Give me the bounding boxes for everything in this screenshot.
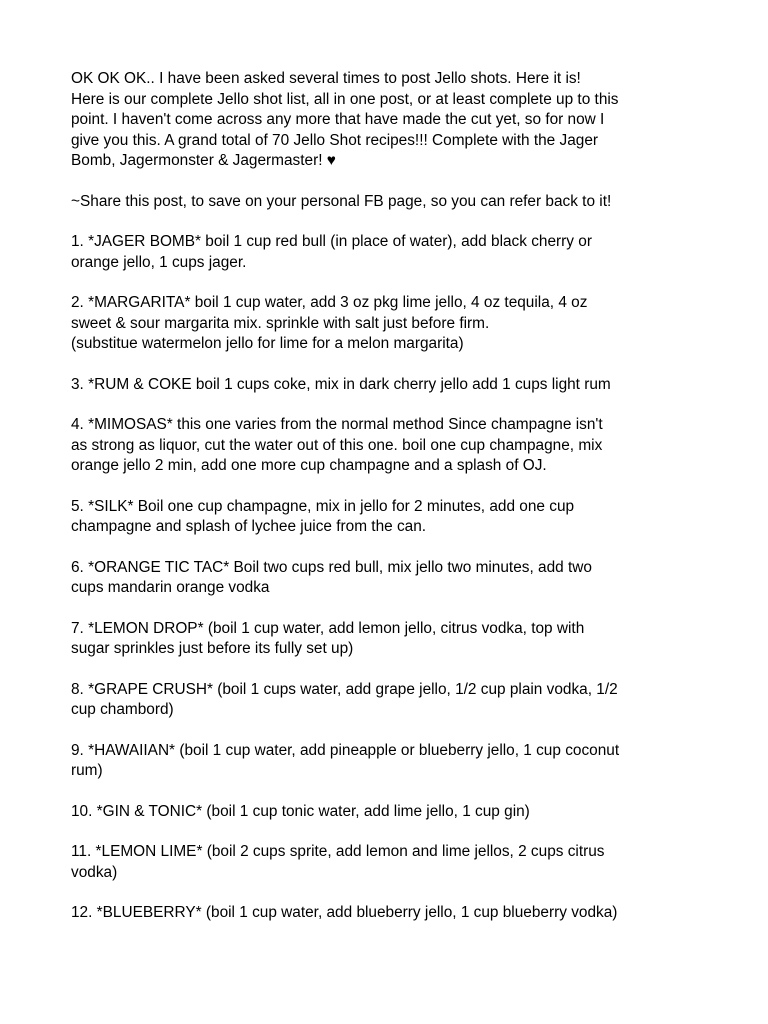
share-note: ~Share this post, to save on your personal FB page, so you can refer back to it! <box>71 192 612 210</box>
recipe-item-12: 12. *BLUEBERRY* (boil 1 cup water, add blueberry jello, 1 cup blueberry vodka) <box>71 904 618 921</box>
intro-paragraph: OK OK OK.. I have been asked several times to post Jello shots. Here it is! Here is our complete Jello shot list, all in one post, or at least complete up to this point. I haven't come across any more that have made the cut yet, so for now I give you this. A grand total of 70 Jello Shot recipes!!! Complete with the Jager Bomb, Jagermonster & Jagermaster! ♥ <box>71 70 619 169</box>
recipe-item-4: 4. *MIMOSAS* this one varies from the normal method Since champagne isn't as strong as liquor, cut the water out of this one. boil one cup champagne, mix orange jello 2 min, add one more cup champagne and a splash of OJ. <box>71 416 603 474</box>
recipe-item-3: 3. *RUM & COKE boil 1 cups coke, mix in dark cherry jello add 1 cups light rum <box>71 375 611 393</box>
recipe-item-7: 7. *LEMON DROP* (boil 1 cup water, add lemon jello, citrus vodka, top with sugar sprinkles just before its fully set up) <box>71 619 585 657</box>
recipe-item-5: 5. *SILK* Boil one cup champagne, mix in jello for 2 minutes, add one cup champagne and splash of lychee juice from the can. <box>71 497 575 535</box>
recipe-item-1: 1. *JAGER BOMB* boil 1 cup red bull (in place of water), add black cherry or orange jello, 1 cups jager. <box>71 233 592 271</box>
recipe-item-8: 8. *GRAPE CRUSH* (boil 1 cups water, add grape jello, 1/2 cup plain vodka, 1/2 cup chambord) <box>71 680 618 718</box>
recipe-item-10: 10. *GIN & TONIC* (boil 1 cup tonic water, add lime jello, 1 cup gin) <box>71 802 530 820</box>
recipe-item-2: 2. *MARGARITA* boil 1 cup water, add 3 oz pkg lime jello, 4 oz tequila, 4 oz sweet & sour margarita mix. sprinkle with salt just before firm. (substitue watermelon jello for lime for a melon margarita) <box>71 294 588 352</box>
recipe-item-9: 9. *HAWAIIAN* (boil 1 cup water, add pineapple or blueberry jello, 1 cup coconut rum) <box>71 741 620 779</box>
recipe-item-11: 11. *LEMON LIME* (boil 2 cups sprite, add lemon and lime jellos, 2 cups citrus vodka) <box>71 843 605 881</box>
document-page <box>71 69 711 944</box>
recipe-item-6: 6. *ORANGE TIC TAC* Boil two cups red bull, mix jello two minutes, add two cups mandarin orange vodka <box>71 558 592 596</box>
